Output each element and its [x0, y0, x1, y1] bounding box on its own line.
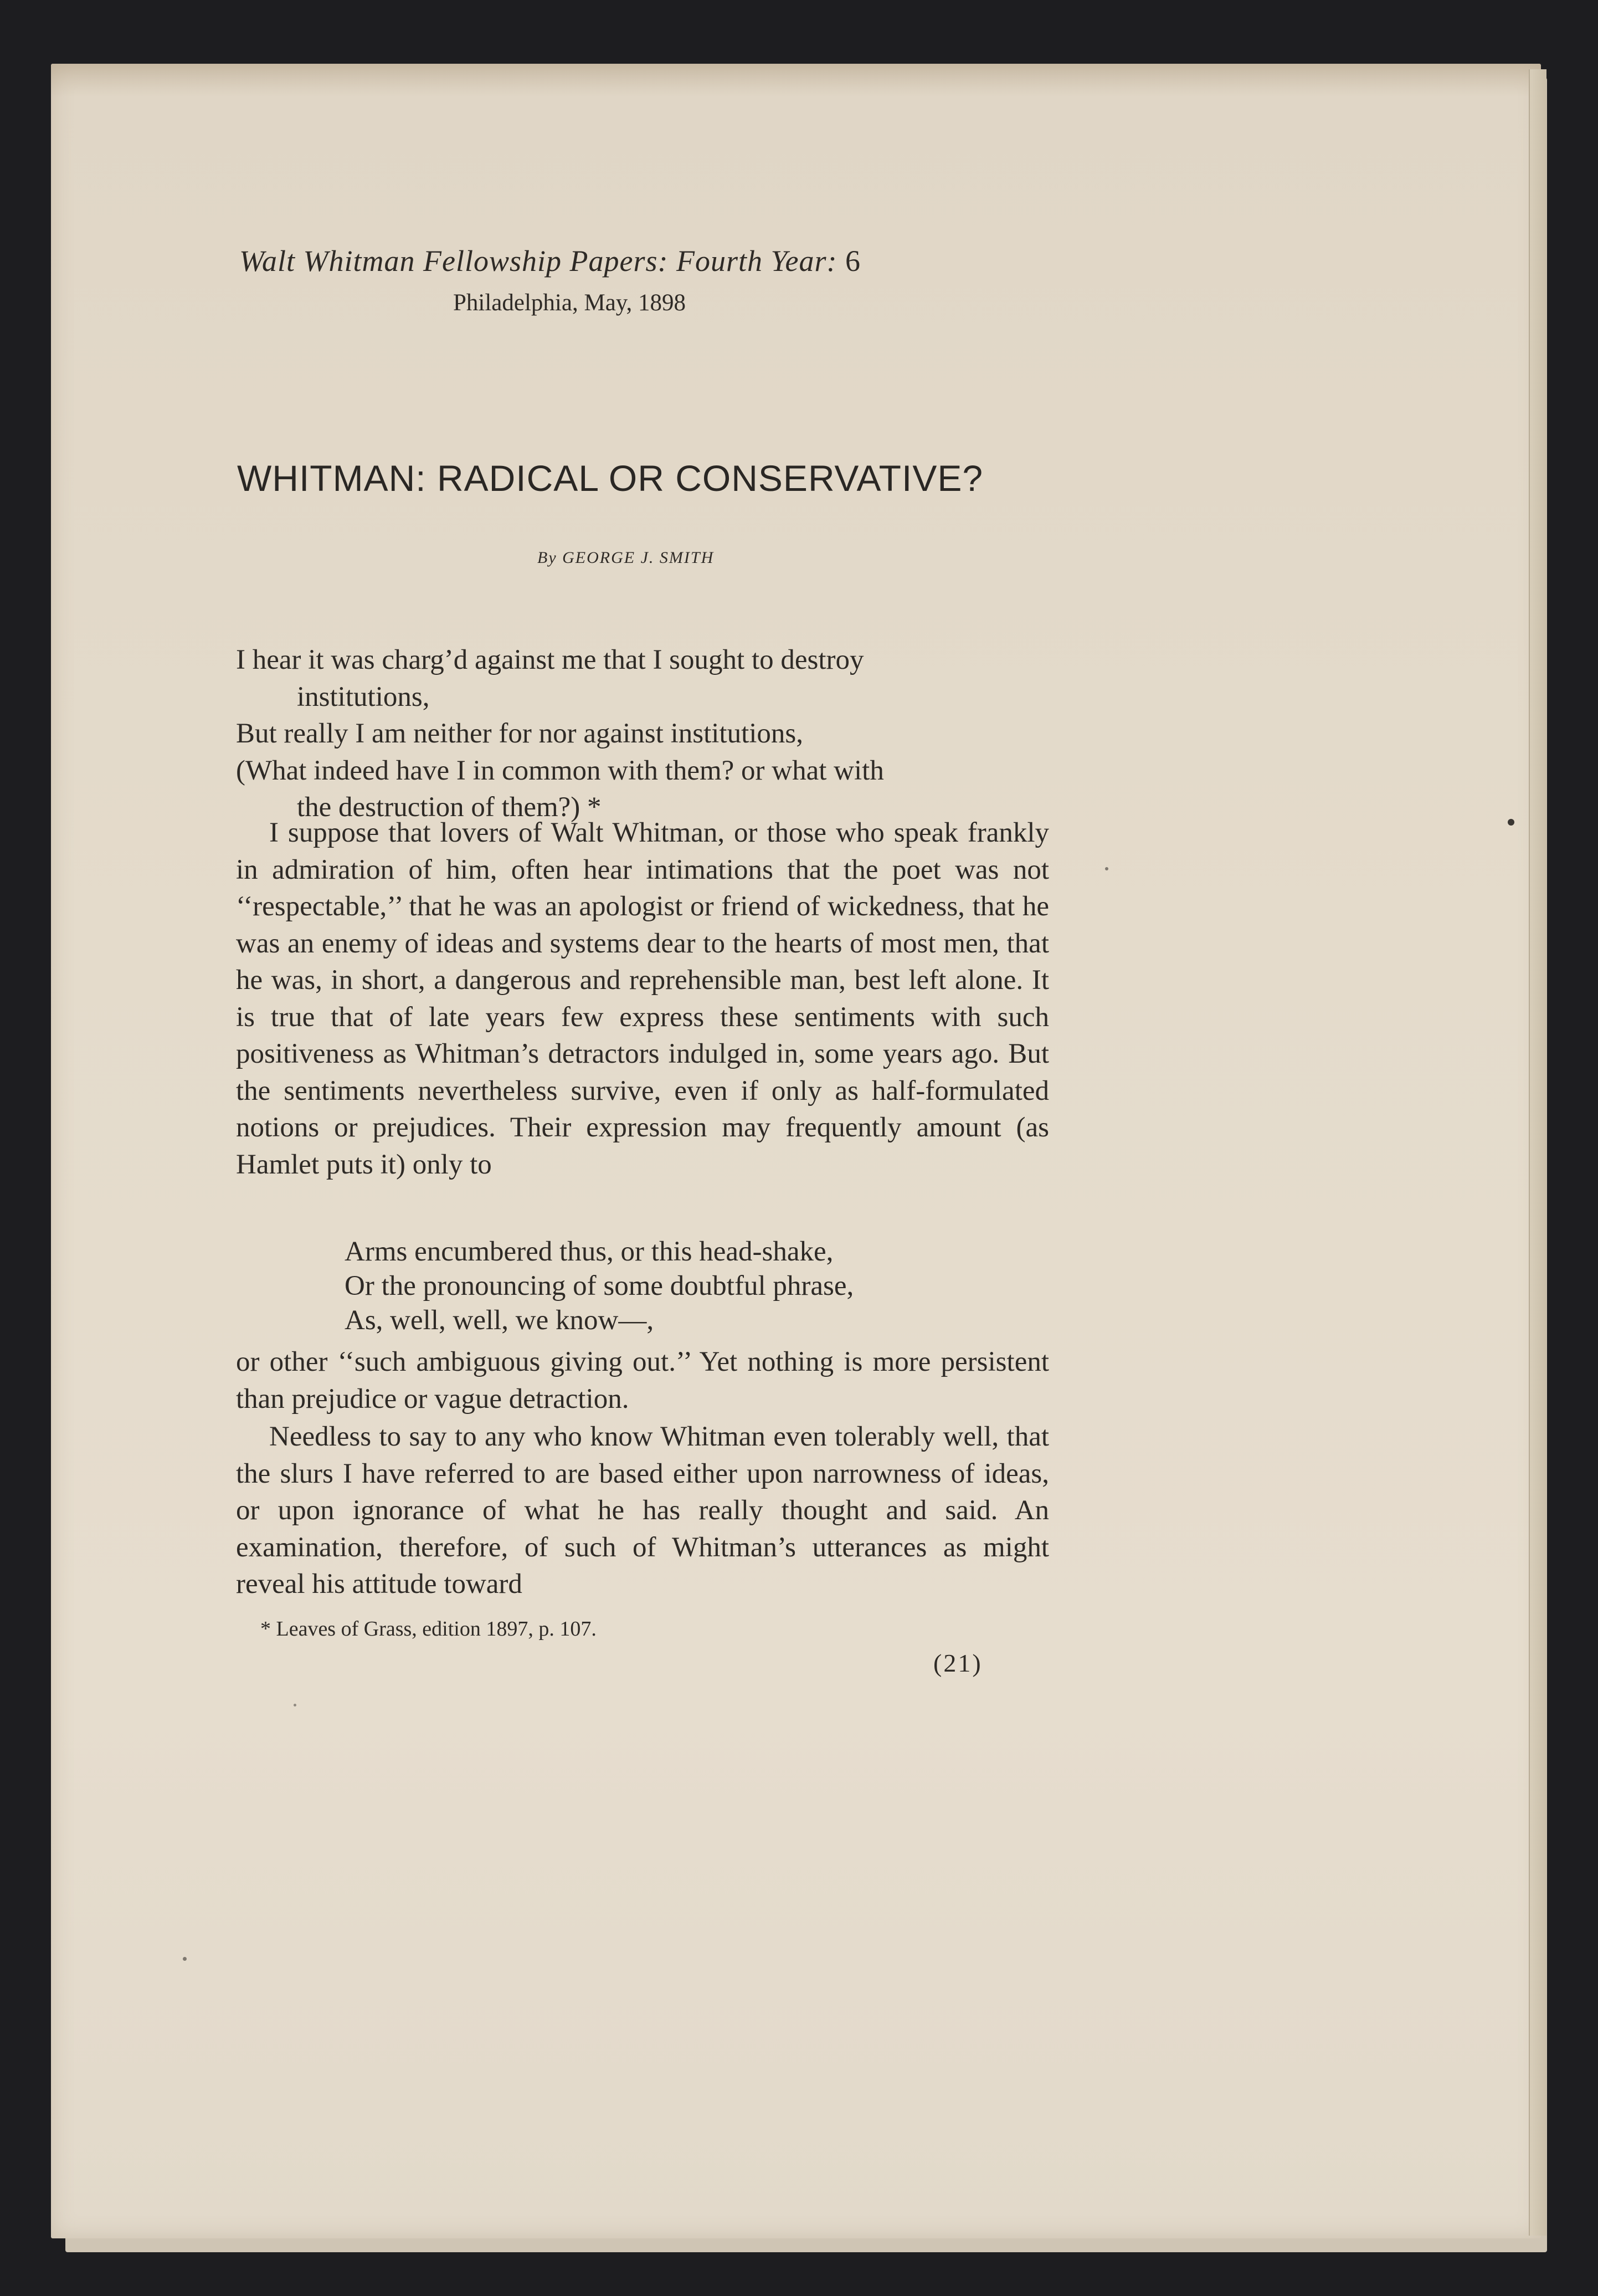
- quote-line-2: Or the pronouncing of some doubtful phrase,: [345, 1270, 854, 1301]
- epigraph-line-4: (What indeed have I in common with them? or what with: [236, 755, 884, 786]
- paper-speck: [1508, 819, 1514, 826]
- paragraph-1: I suppose that lovers of Walt Whitman, or those who speak frankly in admiration of him, often hear intimations that the poet was not ‘‘respectable,’’ that he was an apologist or friend of wickedness, that he was an enemy of ideas and systems dear to the hearts of most men, that he was, in short, a dangerous and reprehensible man, best left alone. It is true that of late years few express these sentiments with such positiveness as Whitman’s detractors indulged in, some years ago. But the sentiments nevertheless survive, even if only as half-formulated notions or prejudices. Their expression may frequently amount (as Hamlet puts it) only to: [236, 817, 1049, 1180]
- quote-line-1: Arms encumbered thus, or this head-shake,: [345, 1236, 834, 1267]
- epigraph-line-5: the destruction of them?) *: [297, 792, 602, 823]
- quote-line-3: As, well, well, we know—,: [345, 1305, 654, 1336]
- series-title: Walt Whitman Fellowship Papers: Fourth Year:: [239, 244, 837, 278]
- series-heading: [239, 244, 861, 278]
- paragraph-3: Needless to say to any who know Whitman even tolerably well, that the slurs I have referred to are based either upon narrowness of ideas, or upon ignorance of what he has really thought and said. An examination, therefore, of such of Whitman’s utterances as might reveal his attitude toward: [236, 1421, 1049, 1600]
- paper-speck: [1105, 867, 1108, 870]
- article-title: WHITMAN: RADICAL OR CONSERVATIVE?: [237, 458, 984, 499]
- footnote: * Leaves of Grass, edition 1897, p. 107.: [260, 1617, 597, 1641]
- epigraph: [236, 642, 1049, 826]
- paper-speck: [183, 1957, 187, 1961]
- byline: By GEORGE J. SMITH: [537, 549, 715, 567]
- hamlet-quote: [345, 1234, 854, 1337]
- epigraph-line-3: But really I am neither for nor against institutions,: [236, 718, 804, 749]
- paragraph-2: or other ‘‘such ambiguous giving out.’’ Yet nothing is more persistent than prejudice or vague detraction.: [236, 1346, 1049, 1414]
- page-edges: [1529, 69, 1546, 2236]
- place-date: Philadelphia, May, 1898: [453, 290, 686, 316]
- page-number: (21): [933, 1649, 983, 1677]
- epigraph-line-2: institutions,: [297, 681, 430, 713]
- series-number: 6: [845, 244, 861, 278]
- paper-speck: [294, 1704, 296, 1706]
- epigraph-line-1: I hear it was charg’d against me that I sought to destroy: [236, 644, 864, 675]
